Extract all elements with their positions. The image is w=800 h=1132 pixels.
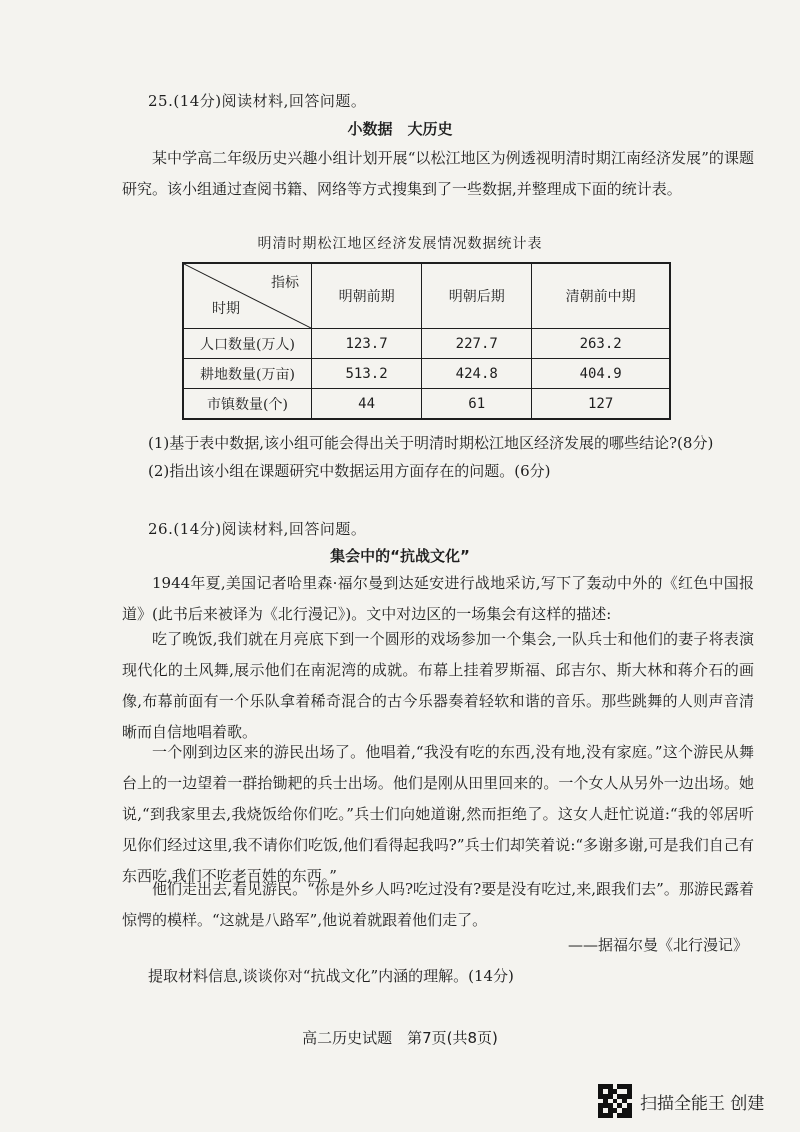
page-footer: 高二历史试题 第7页(共8页): [302, 1029, 498, 1047]
col-header: 明朝前期: [312, 263, 422, 329]
q25-sub-question-1: (1)基于表中数据,该小组可能会得出关于明清时期松江地区经济发展的哪些结论?(8分): [148, 434, 714, 452]
table-caption: 明清时期松江地区经济发展情况数据统计表: [257, 236, 543, 252]
table-cell: 404.9: [532, 359, 670, 389]
table-row: [183, 359, 670, 389]
table-row: [183, 329, 670, 359]
q26-title: 集会中的“抗战文化”: [330, 547, 470, 565]
stats-table: [182, 262, 671, 420]
q25-title: 小数据 大历史: [347, 120, 453, 138]
qr-code-icon: [598, 1084, 632, 1118]
q26-heading: 26.(14分)阅读材料,回答问题。: [148, 520, 367, 538]
q26-paragraph-3: 一个刚到边区来的游民出场了。他唱着,“我没有吃的东西,没有地,没有家庭。”这个游民从舞台上的一边望着一群抬锄耙的兵士出场。他们是刚从田里回来的。一个女人从另外一边出场。她说,“到我家里去,我烧饭给你们吃。”兵士们向她道谢,然而拒绝了。这女人赶忙说道:“我的邻居听见你们经过这里,我不请你们吃饭,他们看得起我吗?”兵士们却笑着说:“多谢多谢,可是我们自己有东西吃,我们不吃老百姓的东西。”: [122, 743, 754, 885]
table-cell: 44: [312, 389, 422, 420]
q26-paragraph-2: 吃了晚饭,我们就在月亮底下到一个圆形的戏场参加一个集会,一队兵士和他们的妻子将表演现代化的土风舞,展示他们在南泥湾的成就。布幕上挂着罗斯福、邱吉尔、斯大林和蒋介石的画像,布幕前面有一个乐队拿着稀奇混合的古今乐器奏着轻软和谐的音乐。那些跳舞的人则声音清晰而自信地唱着歌。: [122, 630, 754, 741]
col-header: 明朝后期: [422, 263, 532, 329]
q26-task: 提取材料信息,谈谈你对“抗战文化”内涵的理解。(14分): [148, 967, 514, 985]
q25-heading: 25.(14分)阅读材料,回答问题。: [148, 92, 367, 110]
table-cell: 227.7: [422, 329, 532, 359]
corner-label-period: 时期: [212, 301, 240, 317]
row-label: 人口数量(万人): [183, 329, 312, 359]
table-cell: 263.2: [532, 329, 670, 359]
watermark-text: 扫描全能王 创建: [640, 1093, 765, 1114]
corner-cell: [183, 263, 312, 329]
q26-paragraph-1: 1944年夏,美国记者哈里森·福尔曼到达延安进行战地采访,写下了轰动中外的《红色中国报道》(此书后来被译为《北行漫记》)。文中对边区的一场集会有这样的描述:: [122, 574, 754, 623]
q26-paragraph-4: 他们走出去,看见游民。“你是外乡人吗?吃过没有?要是没有吃过,来,跟我们去”。那游民露着惊愕的模样。“这就是八路军”,他说着就跟着他们走了。: [122, 880, 754, 929]
table-header-row: [183, 263, 670, 329]
row-label: 耕地数量(万亩): [183, 359, 312, 389]
q25-intro: 某中学高二年级历史兴趣小组计划开展“以松江地区为例透视明清时期江南经济发展”的课题研究。该小组通过查阅书籍、网络等方式搜集到了一些数据,并整理成下面的统计表。: [122, 149, 754, 198]
q25-sub-question-2: (2)指出该小组在课题研究中数据运用方面存在的问题。(6分): [148, 462, 551, 480]
corner-label-indicator: 指标: [271, 275, 299, 291]
q26-source: ——据福尔曼《北行漫记》: [567, 936, 748, 954]
row-label: 市镇数量(个): [183, 389, 312, 420]
table-cell: 424.8: [422, 359, 532, 389]
table-row: [183, 389, 670, 420]
table-cell: 123.7: [312, 329, 422, 359]
scanner-watermark: [598, 1084, 764, 1118]
table-cell: 127: [532, 389, 670, 420]
col-header: 清朝前中期: [532, 263, 670, 329]
table-cell: 513.2: [312, 359, 422, 389]
table-cell: 61: [422, 389, 532, 420]
